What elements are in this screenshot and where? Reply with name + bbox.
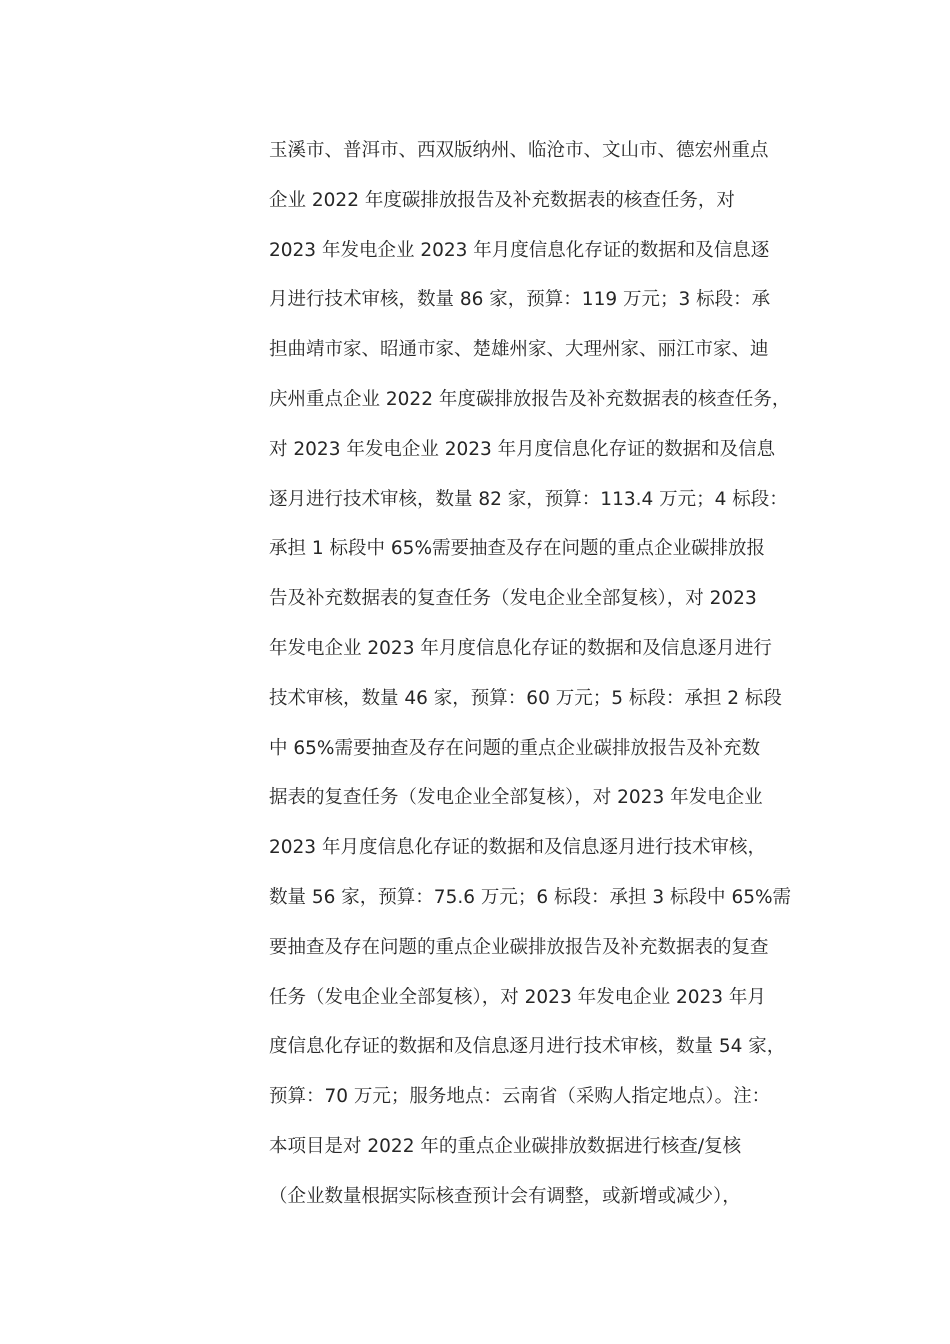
text-line-10: 告及补充数据表的复查任务（发电企业全部复核），对 2023 — [269, 588, 757, 610]
text-line-4: 月进行技术审核，数量 86 家，预算：119 万元；3 标段：承 — [269, 289, 771, 311]
text-line-15: 2023 年月度信息化存证的数据和及信息逐月进行技术审核， — [269, 837, 766, 859]
text-line-14: 据表的复查任务（发电企业全部复核），对 2023 年发电企业 — [269, 787, 763, 809]
text-line-13: 中 65%需要抽查及存在问题的重点企业碳排放报告及补充数 — [269, 737, 761, 759]
text-line-9: 承担 1 标段中 65%需要抽查及存在问题的重点企业碳排放报 — [269, 538, 766, 560]
text-line-21: 本项目是对 2022 年的重点企业碳排放数据进行核查/复核 — [269, 1135, 742, 1157]
text-line-5: 担曲靖市家、昭通市家、楚雄州家、大理州家、丽江市家、迪 — [269, 339, 769, 361]
text-line-12: 技术审核，数量 46 家，预算：60 万元；5 标段：承担 2 标段 — [269, 687, 782, 709]
body-paragraph — [269, 131, 829, 1227]
text-line-20: 预算：70 万元；服务地点：云南省（采购人指定地点）。注： — [269, 1086, 771, 1108]
text-line-11: 年发电企业 2023 年月度信息化存证的数据和及信息逐月进行 — [269, 637, 772, 659]
text-line-22: （企业数量根据实际核查预计会有调整，或新增或减少）， — [269, 1185, 741, 1207]
text-line-16: 数量 56 家，预算：75.6 万元；6 标段：承担 3 标段中 65%需 — [269, 886, 792, 908]
text-line-18: 任务（发电企业全部复核），对 2023 年发电企业 2023 年月 — [269, 986, 766, 1008]
text-line-3: 2023 年发电企业 2023 年月度信息化存证的数据和及信息逐 — [269, 239, 770, 261]
text-line-1: 玉溪市、普洱市、西双版纳州、临沧市、文山市、德宏州重点 — [269, 140, 769, 161]
text-line-7: 对 2023 年发电企业 2023 年月度信息化存证的数据和及信息 — [269, 438, 776, 460]
text-line-6: 庆州重点企业 2022 年度碳排放报告及补充数据表的核查任务， — [269, 388, 791, 410]
text-line-2: 企业 2022 年度碳排放报告及补充数据表的核查任务，对 — [269, 189, 735, 211]
text-line-19: 度信息化存证的数据和及信息逐月进行技术审核，数量 54 家， — [269, 1036, 786, 1058]
text-line-17: 要抽查及存在问题的重点企业碳排放报告及补充数据表的复查 — [269, 936, 769, 958]
text-line-8: 逐月进行技术审核，数量 82 家，预算：113.4 万元；4 标段： — [269, 488, 788, 510]
